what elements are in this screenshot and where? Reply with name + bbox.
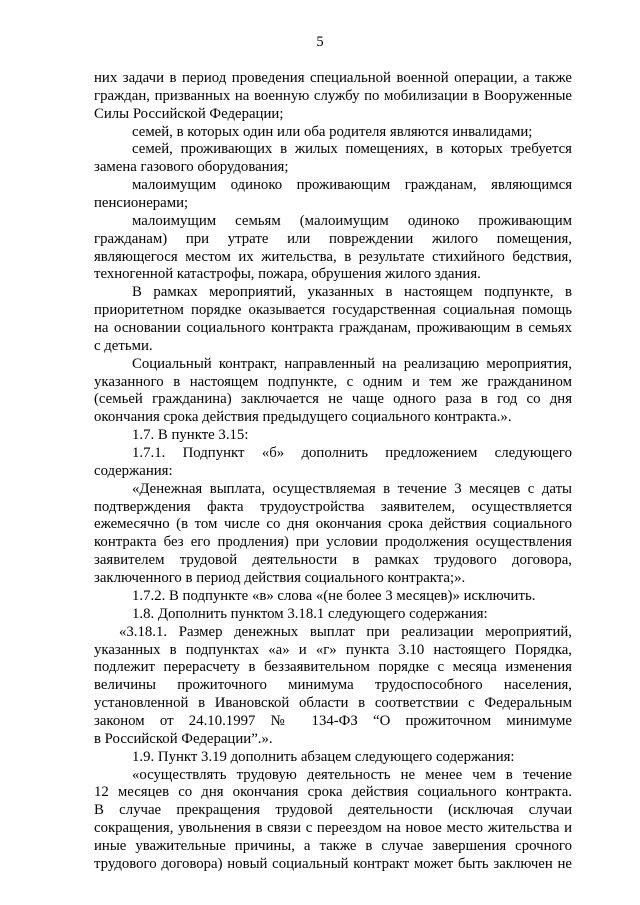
text-line: приоритетном порядке оказывается государственная социальная помощь [94, 302, 572, 319]
text-line: в Российской Федерации”.». [94, 730, 273, 747]
text-line: пенсионерами; [94, 195, 189, 212]
text-line: 12 месяцев со дня окончания срока действия социального контракта. [94, 784, 572, 801]
text-line: малоимущим семьям (малоимущим одиноко проживающим [132, 212, 572, 229]
text-line: подтверждения факта трудоустройства заявителем, осуществляется [94, 498, 572, 515]
text-line: 1.9. Пункт 3.19 дополнить абзацем следующего содержания: [132, 748, 515, 765]
text-line: указанного в настоящем подпункте, с одним и тем же гражданином [94, 373, 572, 390]
text-line: трудового договора) новый социальный контракт может быть заключен не [94, 855, 572, 872]
text-line: техногенной катастрофы, пожара, обрушения жилого здания. [94, 266, 481, 283]
text-line: иные уважительные причины, а также в случае завершения срочного [94, 837, 572, 854]
text-line: 1.7.2. В подпункте «в» слова «(не более 3 месяцев)» исключить. [132, 587, 536, 604]
text-line: «3.18.1. Размер денежных выплат при реализации мероприятий, [119, 623, 572, 640]
text-line: замена газового оборудования; [94, 159, 289, 176]
text-line: 1.7.1. Подпункт «б» дополнить предложением следующего [132, 445, 572, 462]
text-line: Силы Российской Федерации; [94, 105, 284, 122]
text-line: 1.7. В пункте 3.15: [132, 427, 249, 444]
text-line: на основании социального контракта гражданам, проживающим в семьях [94, 320, 572, 337]
text-line: гражданам) при утрате или повреждении жилого помещения, [94, 230, 572, 247]
text-line: заявителем трудовой деятельности в рамках трудового договора, [94, 552, 572, 569]
text-line: окончания срока действия предыдущего социального контракта.». [94, 409, 512, 426]
text-line: семей, в которых один или оба родителя являются инвалидами; [132, 123, 533, 140]
text-line: 1.8. Дополнить пунктом 3.18.1 следующего содержания: [132, 605, 488, 622]
text-line: малоимущим одиноко проживающим гражданам, являющимся [132, 177, 572, 194]
text-line: В рамках мероприятий, указанных в настоящем подпункте, в [132, 284, 572, 301]
text-line: (семьей гражданина) заключается не чаще одного раза в год со дня [94, 391, 572, 408]
page-number: 5 [316, 34, 324, 50]
text-line: величины прожиточного минимума трудоспособного населения, [94, 677, 572, 694]
text-line: граждан, призванных на военную службу по мобилизации в Вооруженные [94, 87, 572, 104]
text-line: «Денежная выплата, осуществляемая в течение 3 месяцев с даты [132, 480, 572, 497]
text-line: контракта без его продления) при условии продолжения осуществления [94, 534, 572, 551]
text-line: установленной в Ивановской области в соответствии с Федеральным [94, 695, 572, 712]
text-line: «осуществлять трудовую деятельность не менее чем в течение [132, 766, 572, 783]
text-line: них задачи в период проведения специальной военной операции, а также [94, 70, 572, 86]
text-line: являющегося местом их жительства, в результате стихийного бедствия, [94, 248, 572, 265]
text-line: указанных в подпунктах «а» и «г» пункта 3.10 настоящего Порядка, [94, 641, 572, 658]
text-line: заключенного в период действия социального контракта;». [94, 570, 466, 587]
text-line: содержания: [94, 462, 173, 479]
text-line: с детьми. [94, 337, 153, 354]
text-line: законом от 24.10.1997 № 134-ФЗ “О прожиточном минимуме [94, 712, 572, 729]
text-line: ежемесячно (в том числе со дня окончания срока действия социального [94, 516, 572, 533]
document-body [94, 70, 572, 874]
text-line: Социальный контракт, направленный на реализацию мероприятия, [132, 355, 572, 372]
text-line: В случае прекращения трудовой деятельности (исключая случаи [94, 802, 572, 819]
text-line: подлежит перерасчету в беззаявительном порядке с месяца изменения [94, 659, 572, 676]
text-line: семей, проживающих в жилых помещениях, в которых требуется [132, 141, 572, 158]
text-line: сокращения, увольнения в связи с переездом на новое место жительства и [94, 820, 572, 837]
